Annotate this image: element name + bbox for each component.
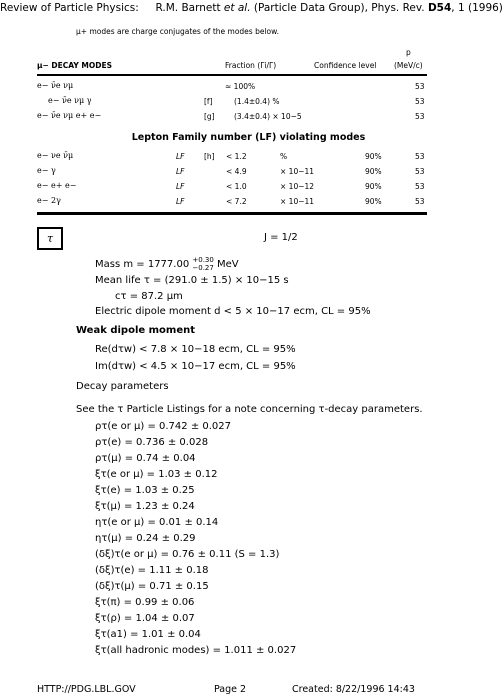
lfv-fraction: < 1.2	[226, 152, 247, 161]
lfv-mode: e− 2γ	[37, 196, 61, 205]
decay-params-note: See the τ Particle Listings for a note concerning τ-decay parameters.	[76, 404, 423, 415]
row-mode: e− ν̄e νμ	[37, 81, 74, 90]
row-tag: [f]	[204, 97, 213, 106]
lfv-p: 53	[415, 182, 425, 191]
decay-param: (δξ)τ(e or μ) = 0.76 ± 0.11 (S = 1.3)	[95, 549, 280, 560]
col-fraction: Fraction (Γi/Γ)	[225, 61, 277, 70]
row-mode: e− ν̄e νμ γ	[48, 96, 92, 105]
row-fraction: ≈ 100%	[225, 82, 256, 91]
lfv-cl: 90%	[365, 197, 382, 206]
table-bottom-rule	[37, 212, 427, 215]
weak-dipole-title: Weak dipole moment	[76, 325, 196, 336]
lfv-title: Lepton Family number (LF) violating modes	[131, 132, 366, 143]
decay-param: ξτ(all hadronic modes) = 1.011 ± 0.027	[95, 645, 297, 656]
footer-created: Created: 8/22/1996 14:43	[292, 684, 415, 695]
decay-param: ητ(e or μ) = 0.01 ± 0.14	[95, 517, 219, 528]
header-title: Review of Particle Physics:	[0, 2, 139, 14]
lfv-unit: × 10−12	[280, 182, 315, 191]
row-fraction: (1.4±0.4) %	[234, 97, 280, 106]
tau-edm: Electric dipole moment d < 5 × 10−17 ecm, CL = 95%	[95, 306, 371, 317]
col-p-unit: (MeV/c)	[394, 61, 423, 70]
tau-lifetime: Mean life τ = (291.0 ± 1.5) × 10−15 s	[95, 275, 289, 286]
tau-symbol-box: τ	[37, 227, 63, 250]
table-top-rule	[37, 74, 427, 76]
decay-param: ητ(μ) = 0.24 ± 0.29	[95, 533, 196, 544]
header-authors: R.M. Barnett	[155, 2, 221, 14]
decay-param: ξτ(ρ) = 1.04 ± 0.07	[95, 613, 195, 624]
header-volume: D54	[427, 2, 452, 14]
decay-param: ρτ(e or μ) = 0.742 ± 0.027	[95, 421, 232, 432]
conjugate-note: μ+ modes are charge conjugates of the modes below.	[76, 27, 279, 36]
footer-url[interactable]: HTTP://PDG.LBL.GOV	[37, 684, 136, 695]
lfv-cl: 90%	[365, 182, 382, 191]
lfv-lf: LF	[176, 182, 185, 191]
weak-dipole-re: Re(dτw) < 7.8 × 10−18 ecm, CL = 95%	[95, 344, 296, 355]
decay-param: ξτ(μ) = 1.23 ± 0.24	[95, 501, 195, 512]
row-p: 53	[415, 82, 425, 91]
tau-mass-value: Mass m = 1777.00	[95, 259, 190, 270]
tau-ctau: cτ = 87.2 μm	[115, 291, 183, 302]
lfv-p: 53	[415, 197, 425, 206]
lfv-lf: LF	[176, 167, 185, 176]
decay-param: ξτ(e) = 1.03 ± 0.25	[95, 485, 195, 496]
lfv-p: 53	[415, 167, 425, 176]
decay-params-title: Decay parameters	[76, 381, 169, 392]
tau-mass-lower: −0.27	[192, 264, 214, 272]
tau-mass-upper: +0.30	[192, 256, 214, 264]
decay-param: ξτ(a1) = 1.01 ± 0.04	[95, 629, 201, 640]
decay-param: ξτ(π) = 0.99 ± 0.06	[95, 597, 195, 608]
lfv-fraction: < 1.0	[226, 182, 247, 191]
decay-param: ρτ(μ) = 0.74 ± 0.04	[95, 453, 196, 464]
lfv-mode: e− e+ e−	[37, 181, 77, 190]
decay-param: (δξ)τ(μ) = 0.71 ± 0.15	[95, 581, 209, 592]
lfv-lf: LF	[176, 152, 185, 161]
row-tag: [g]	[204, 112, 215, 121]
col-p-top: p	[406, 48, 411, 57]
decay-param: ξτ(e or μ) = 1.03 ± 0.12	[95, 469, 218, 480]
row-fraction: (3.4±0.4) × 10−5	[234, 112, 302, 121]
decay-param: ρτ(e) = 0.736 ± 0.028	[95, 437, 209, 448]
lfv-unit: %	[280, 152, 288, 161]
lfv-mode: e− γ	[37, 166, 56, 175]
lfv-mode: e− νe ν̄μ	[37, 151, 74, 160]
col-mode: μ− DECAY MODES	[37, 61, 112, 70]
row-p: 53	[415, 97, 425, 106]
lfv-fraction: < 4.9	[226, 167, 247, 176]
lfv-fraction: < 7.2	[226, 197, 247, 206]
lfv-unit: × 10−11	[280, 167, 315, 176]
lfv-lf: LF	[176, 197, 185, 206]
decay-param: (δξ)τ(e) = 1.11 ± 0.18	[95, 565, 209, 576]
header-tail: , 1 (1996)	[451, 2, 503, 14]
page-header	[0, 2, 503, 14]
tau-spin: J = 1/2	[264, 232, 298, 243]
col-cl: Confidence level	[314, 61, 377, 70]
lfv-p: 53	[415, 152, 425, 161]
lfv-cl: 90%	[365, 167, 382, 176]
lfv-unit: × 10−11	[280, 197, 315, 206]
tau-mass	[95, 256, 239, 272]
row-mode: e− ν̄e νμ e+ e−	[37, 111, 102, 120]
lfv-tag: [h]	[204, 152, 215, 161]
lfv-cl: 90%	[365, 152, 382, 161]
header-etal: et al.	[223, 2, 251, 14]
footer-page: Page 2	[214, 684, 247, 695]
tau-mass-unit: MeV	[217, 259, 239, 270]
weak-dipole-im: Im(dτw) < 4.5 × 10−17 ecm, CL = 95%	[95, 361, 296, 372]
row-p: 53	[415, 112, 425, 121]
header-group: (Particle Data Group), Phys. Rev.	[253, 2, 425, 14]
